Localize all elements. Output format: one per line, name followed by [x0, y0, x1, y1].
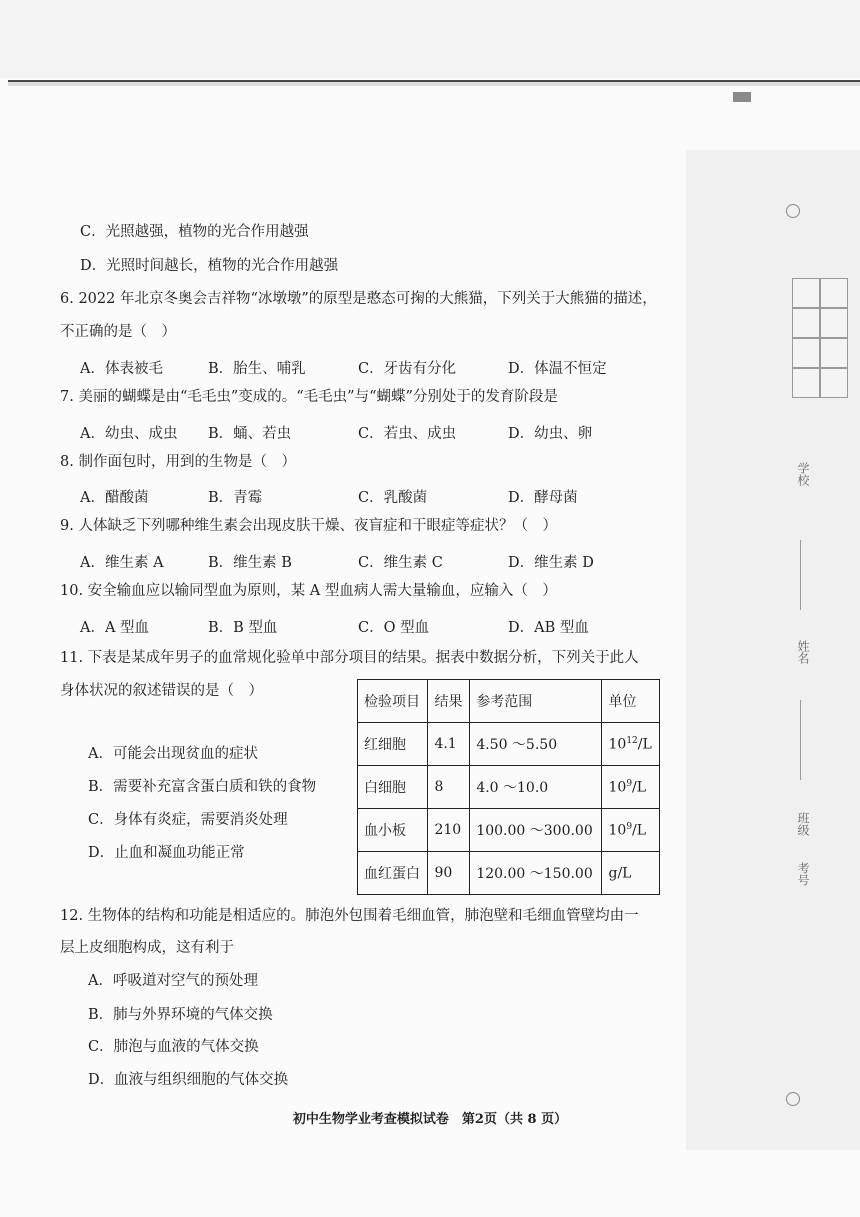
q11-stem-line1: 11. 下表是某成年男子的血常规化验单中部分项目的结果。据表中数据分析，下列关于此人 — [60, 650, 639, 666]
q10-option-b: B．B 型血 — [208, 620, 278, 636]
q12-option-b: B．肺与外界环境的气体交换 — [88, 1007, 273, 1023]
q10-option-d: D．AB 型血 — [508, 620, 589, 636]
table-cell-unit: g/L — [602, 852, 660, 895]
q6-stem-line2: 不正确的是（ ） — [60, 324, 176, 340]
table-cell-item: 血红蛋白 — [358, 852, 428, 895]
q6-option-d: D．体温不恒定 — [508, 361, 607, 377]
q6-stem-line1: 6. 2022 年北京冬奥会吉祥物“冰墩墩”的原型是憨态可掬的大熊猫，下列关于大熊猫的描述， — [60, 291, 657, 307]
q12-stem-line1: 12. 生物体的结构和功能是相适应的。肺泡外包围着毛细血管，肺泡壁和毛细血管壁均由一 — [60, 908, 639, 924]
q7-option-b: B．蛹、若虫 — [208, 426, 292, 442]
q8-option-d: D．酵母菌 — [508, 490, 578, 506]
q9-option-d: D．维生素 D — [508, 555, 594, 571]
q8-option-c: C．乳酸菌 — [358, 490, 428, 506]
q9-option-b: B．维生素 B — [208, 555, 292, 571]
table-cell-range: 4.0 ～10.0 — [470, 766, 602, 809]
scan-top-margin — [0, 0, 860, 78]
q9-stem: 9. 人体缺乏下列哪种维生素会出现皮肤干燥、夜盲症和干眼症等症状？（ ） — [60, 518, 557, 534]
q11-option-b: B．需要补充富含蛋白质和铁的食物 — [88, 779, 317, 795]
q11-option-d: D．止血和凝血功能正常 — [88, 845, 245, 861]
q7-option-a: A．幼虫、成虫 — [80, 426, 178, 442]
q6-option-c: C．牙齿有分化 — [358, 361, 457, 377]
binding-hole-top — [786, 204, 800, 218]
table-cell-result: 210 — [428, 809, 470, 852]
q11-option-a: A．可能会出现贫血的症状 — [88, 746, 258, 762]
table-row — [358, 766, 660, 809]
table-header-item: 检验项目 — [358, 680, 428, 723]
margin-label-class: 班级 — [796, 812, 810, 836]
school-blank — [800, 540, 801, 610]
q10-stem: 10. 安全输血应以输同型血为原则，某 A 型血病人需大量输血，应输入（ ） — [60, 583, 557, 599]
q8-option-a: A．醋酸菌 — [80, 490, 149, 506]
page-fold-shadow — [8, 82, 860, 86]
q8-option-b: B．青霉 — [208, 490, 263, 506]
table-cell-item: 白细胞 — [358, 766, 428, 809]
q12-stem-line2: 层上皮细胞构成，这有利于 — [60, 940, 234, 956]
table-cell-item: 血小板 — [358, 809, 428, 852]
q6-option-b: B．胎生、哺乳 — [208, 361, 306, 377]
table-cell-result: 8 — [428, 766, 470, 809]
q9-option-a: A．维生素 A — [80, 555, 164, 571]
binding-hole-bottom — [786, 1092, 800, 1106]
table-row — [358, 723, 660, 766]
table-cell-item: 红细胞 — [358, 723, 428, 766]
exam-number-boxes — [792, 278, 848, 398]
table-cell-unit: $10^9/L$ — [602, 809, 660, 852]
corner-mark — [733, 92, 751, 102]
q10-option-c: C．O 型血 — [358, 620, 430, 636]
table-cell-result: 90 — [428, 852, 470, 895]
q12-option-a: A．呼吸道对空气的预处理 — [88, 973, 258, 989]
margin-label-school: 学校 — [796, 462, 810, 486]
page-footer: 初中生物学业考查模拟试卷 第2页（共 8 页） — [292, 1112, 568, 1127]
q5-option-d: D．光照时间越长，植物的光合作用越强 — [80, 258, 339, 274]
q11-option-c: C．身体有炎症，需要消炎处理 — [88, 812, 288, 828]
q7-option-d: D．幼虫、卵 — [508, 426, 593, 442]
table-header-result: 结果 — [428, 680, 470, 723]
table-cell-range: 100.00 ～300.00 — [470, 809, 602, 852]
q5-option-c: C．光照越强，植物的光合作用越强 — [80, 224, 309, 240]
margin-label-name: 姓名 — [796, 640, 810, 664]
q11-stem-line2: 身体状况的叙述错误的是（ ） — [60, 683, 263, 699]
table-cell-range: 120.00 ～150.00 — [470, 852, 602, 895]
q8-stem: 8. 制作面包时，用到的生物是（ ） — [60, 454, 296, 470]
name-blank — [800, 700, 801, 780]
table-cell-range: 4.50 ～5.50 — [470, 723, 602, 766]
q6-option-a: A．体表被毛 — [80, 361, 163, 377]
table-cell-unit: $10^9/L$ — [602, 766, 660, 809]
q7-stem: 7. 美丽的蝴蝶是由“毛毛虫”变成的。“毛毛虫”与“蝴蝶”分别处于的发育阶段是 — [60, 389, 558, 405]
q12-option-c: C．肺泡与血液的气体交换 — [88, 1039, 259, 1055]
table-header-range: 参考范围 — [470, 680, 602, 723]
table-row — [358, 809, 660, 852]
blood-test-table — [357, 679, 660, 895]
q9-option-c: C．维生素 C — [358, 555, 443, 571]
q7-option-c: C．若虫、成虫 — [358, 426, 457, 442]
table-header-unit: 单位 — [602, 680, 660, 723]
table-cell-result: 4.1 — [428, 723, 470, 766]
table-row — [358, 852, 660, 895]
table-header-row — [358, 680, 660, 723]
margin-label-number: 考号 — [796, 862, 810, 886]
q10-option-a: A．A 型血 — [80, 620, 150, 636]
q12-option-d: D．血液与组织细胞的气体交换 — [88, 1072, 289, 1088]
table-cell-unit: $10^{12}/L$ — [602, 723, 660, 766]
